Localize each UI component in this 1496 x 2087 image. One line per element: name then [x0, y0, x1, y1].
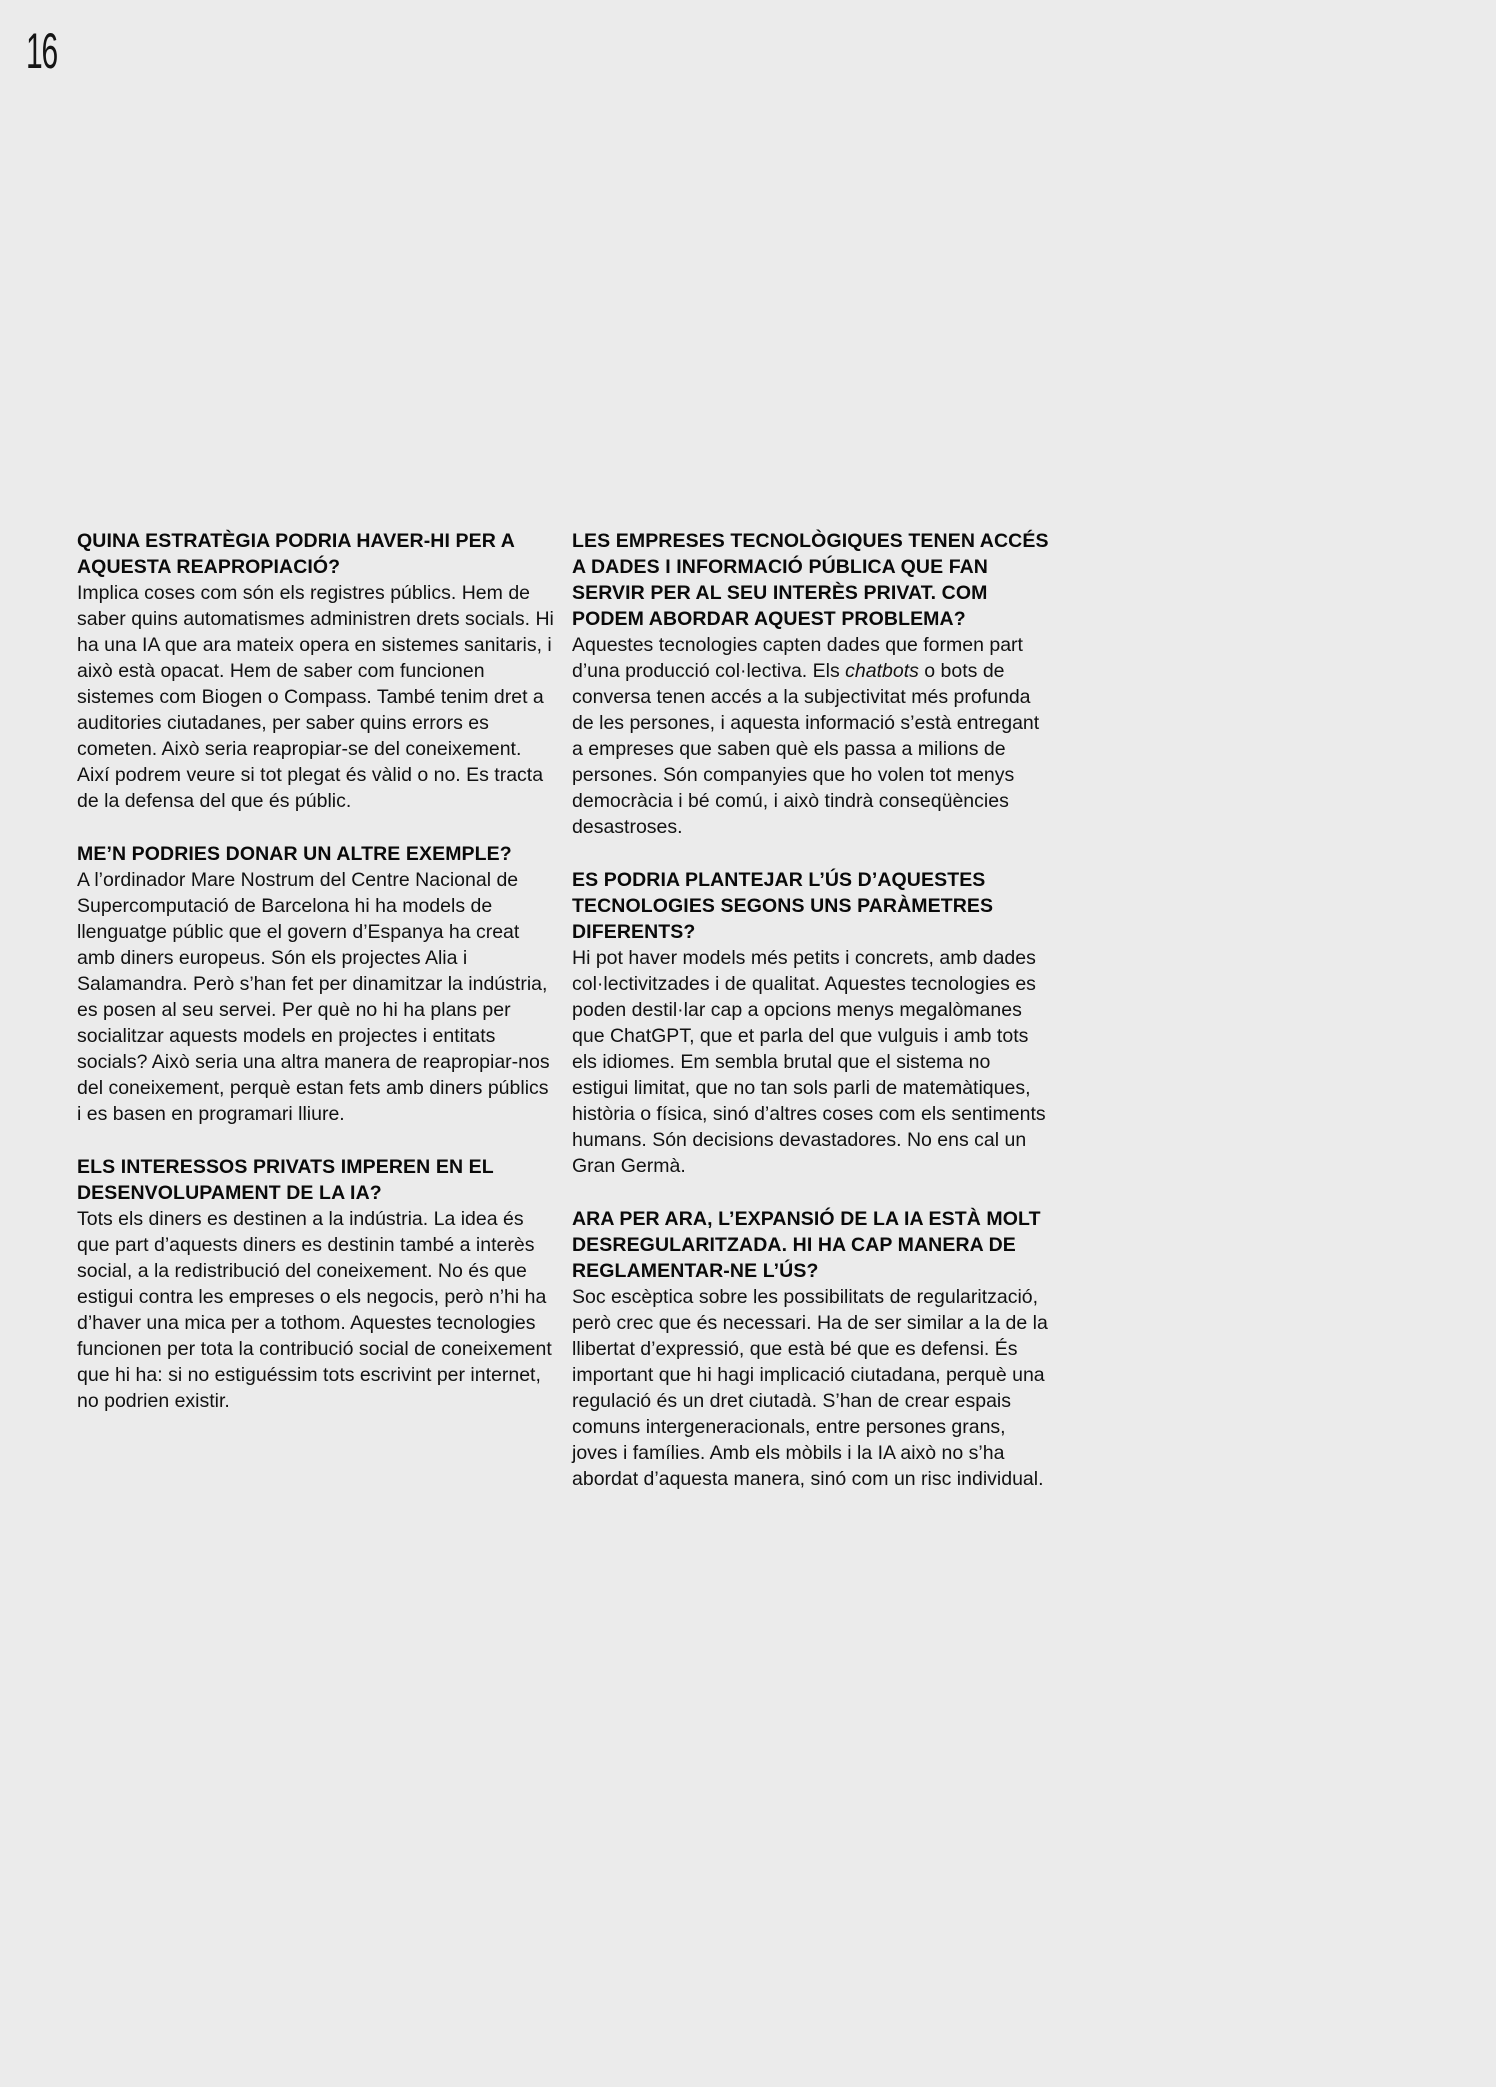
question-heading: ARA PER ARA, L’EXPANSIÓ DE LA IA ESTÀ MOLT DESREGULARITZADA. HI HA CAP MANERA DE REGLAMENTAR-NE L’ÚS?	[572, 1208, 1041, 1282]
question-heading: ME’N PODRIES DONAR UN ALTRE EXEMPLE?	[77, 843, 512, 865]
answer-paragraph: Implica coses com són els registres públics. Hem de saber quins automatismes administren drets socials. Hi ha una IA que ara mateix opera en sistemes sanitaris, i això està opacat. Hem de saber com funcionen sistemes com Biogen o Compass. També tenim dret a auditories ciutadanes, per saber quins errors es cometen. Això seria reapropiar-se del coneixement. Així podrem veure si tot plegat és vàlid o no. Es tracta de la defensa del que és públic.	[77, 582, 554, 812]
qa-section	[572, 528, 1050, 840]
article-columns	[77, 528, 1050, 1492]
answer-paragraph: Hi pot haver models més petits i concrets, amb dades col·lectivitzades i de qualitat. Aquestes tecnologies es poden destil·lar cap a opcions menys megalòmanes que ChatGPT, que et parla del que vulguis i amb tots els idiomes. Em sembla brutal que el sistema no estigui limitat, que no tan sols parli de matemàtiques, història o física, sinó d’altres coses com els sentiments humans. Són decisions devastadores. No ens cal un Gran Germà.	[572, 947, 1046, 1177]
qa-section	[77, 1154, 555, 1414]
answer-text-segment: o bots de conversa tenen accés a la subjectivitat més profunda de les persones, i aquesta informació s’està entregant a empreses que saben què els passa a milions de persones. Són companyies que ho volen tot menys democràcia i bé comú, i això tindrà conseqüències desastroses.	[572, 660, 1040, 838]
left-column	[77, 528, 555, 1492]
right-column	[572, 528, 1050, 1492]
answer-paragraph	[572, 632, 1050, 840]
answer-paragraph: Tots els diners es destinen a la indústria. La idea és que part d’aquests diners es destinin també a interès social, a la redistribució del coneixement. No és que estigui contra les empreses o els negocis, però n’hi ha d’haver una mica per a tothom. Aquestes tecnologies funcionen per tota la contribució social de coneixement que hi ha: si no estiguéssim tots escrivint per internet, no podrien existir.	[77, 1208, 552, 1412]
qa-section	[77, 528, 555, 814]
qa-section	[572, 867, 1050, 1179]
answer-paragraph: A l’ordinador Mare Nostrum del Centre Nacional de Supercomputació de Barcelona hi ha models de llenguatge públic que el govern d’Espanya ha creat amb diners europeus. Són els projectes Alia i Salamandra. Però s’han fet per dinamitzar la indústria, es posen al seu servei. Per què no hi ha plans per socialitzar aquests models en projectes i entitats socials? Això seria una altra manera de reapropiar-nos del coneixement, perquè estan fets amb diners públics i es basen en programari lliure.	[77, 869, 550, 1125]
question-heading: LES EMPRESES TECNOLÒGIQUES TENEN ACCÉS A DADES I INFORMACIÓ PÚBLICA QUE FAN SERVIR PER AL SEU INTERÈS PRIVAT. COM PODEM ABORDAR AQUEST PROBLEMA?	[572, 530, 1049, 630]
question-heading: QUINA ESTRATÈGIA PODRIA HAVER-HI PER A AQUESTA REAPROPIACIÓ?	[77, 530, 515, 578]
answer-text-segment: Aquestes tecnologies capten dades que formen part d’una producció col·lectiva. Els	[572, 634, 1023, 682]
question-heading: ELS INTERESSOS PRIVATS IMPEREN EN EL DESENVOLUPAMENT DE LA IA?	[77, 1156, 494, 1204]
page-number: 16	[26, 23, 57, 79]
qa-section	[572, 1206, 1050, 1492]
qa-section	[77, 841, 555, 1127]
question-heading: ES PODRIA PLANTEJAR L’ÚS D’AQUESTES TECNOLOGIES SEGONS UNS PARÀMETRES DIFERENTS?	[572, 869, 994, 943]
answer-italic-term: chatbots	[845, 660, 919, 682]
answer-paragraph: Soc escèptica sobre les possibilitats de regularització, però crec que és necessari. Ha de ser similar a la de la llibertat d’expressió, que està bé que es defensi. És important que hi hagi implicació ciutadana, perquè una regulació és un dret ciutadà. S’han de crear espais comuns intergeneracionals, entre persones grans, joves i famílies. Amb els mòbils i la IA això no s’ha abordat d’aquesta manera, sinó com un risc individual.	[572, 1286, 1048, 1490]
